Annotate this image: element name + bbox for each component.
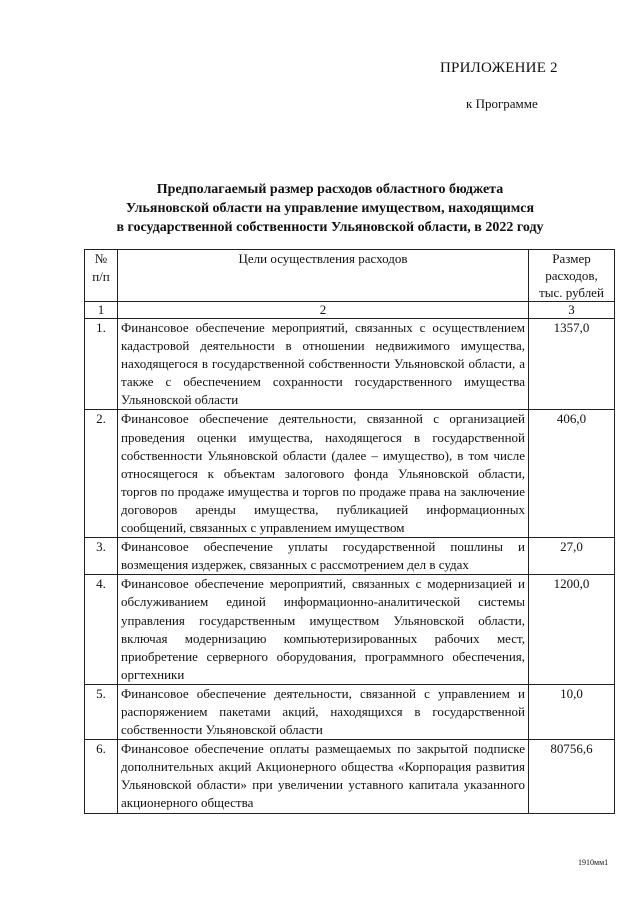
row-amount: 80756,6 <box>529 740 615 813</box>
appendix-subtitle: к Программе <box>466 96 538 111</box>
row-number: 2. <box>85 410 118 538</box>
table-header-row <box>85 250 615 302</box>
row-purpose: Финансовое обеспечение оплаты размещаемых по закрытой подписке дополнительных акций Акционерного общества «Корпорация развития Ульяновской области» при увеличении уставного капитала указанного акционерного общества <box>118 740 529 813</box>
title-line: Предполагаемый размер расходов областного бюджета <box>156 182 504 197</box>
table-row <box>85 575 615 685</box>
expenses-table <box>84 249 615 814</box>
document-title <box>70 180 590 237</box>
table-row <box>85 319 615 410</box>
column-index: 3 <box>529 302 615 319</box>
row-number: 1. <box>85 319 118 410</box>
header-amount: Размер расходов, тыс. рублей <box>529 250 615 302</box>
row-purpose: Финансовое обеспечение уплаты государственной пошлины и возмещения издержек, связанных с рассмотрением дел в судах <box>118 538 529 575</box>
row-number: 6. <box>85 740 118 813</box>
column-index-row <box>85 302 615 319</box>
column-index: 1 <box>85 302 118 319</box>
row-amount: 10,0 <box>529 684 615 739</box>
table-row <box>85 410 615 538</box>
title-line: Ульяновской области на управление имуществом, находящимся <box>125 201 535 216</box>
row-purpose: Финансовое обеспечение мероприятий, связанных с осуществлением кадастровой деятельности в отношении недвижимого имущества, находящегося в государственной собственности Ульяновской области, а также с обеспечением сохранности государственного имущества Ульяновской области <box>118 319 529 410</box>
footer-code: 1910мм1 <box>578 858 609 867</box>
column-index: 2 <box>118 302 529 319</box>
row-purpose: Финансовое обеспечение мероприятий, связанных с модернизацией и обслуживанием единой информационно-аналитической системы управления государственным имуществом Ульяновской области, включая модернизацию компьютеризированных рабочих мест, приобретение серверного оборудования, программного обеспечения, оргтехники <box>118 575 529 685</box>
table-row <box>85 740 615 813</box>
row-purpose: Финансовое обеспечение деятельности, связанной с организацией проведения оценки имущества, находящегося в государственной собственности Ульяновской области (далее – имущество), в том числе относящегося к объектам залогового фонда Ульяновской области, торгов по продаже имущества и торгов по продаже права на заключение договоров аренды имущества, публикацией информационных сообщений, связанных с управлением имуществом <box>118 410 529 538</box>
appendix-title: ПРИЛОЖЕНИЕ 2 <box>440 60 558 76</box>
row-amount: 406,0 <box>529 410 615 538</box>
row-purpose: Финансовое обеспечение деятельности, связанной с управлением и распоряжением пакетами акций, находящихся в государственной собственности Ульяновской области <box>118 684 529 739</box>
row-number: 4. <box>85 575 118 685</box>
title-line: в государственной собственности Ульяновской области, в 2022 году <box>116 220 544 235</box>
row-amount: 27,0 <box>529 538 615 575</box>
table-row <box>85 538 615 575</box>
row-number: 3. <box>85 538 118 575</box>
row-amount: 1357,0 <box>529 319 615 410</box>
row-number: 5. <box>85 684 118 739</box>
header-number: № п/п <box>85 250 118 302</box>
row-amount: 1200,0 <box>529 575 615 685</box>
table-row <box>85 684 615 739</box>
header-purpose: Цели осуществления расходов <box>118 250 529 302</box>
